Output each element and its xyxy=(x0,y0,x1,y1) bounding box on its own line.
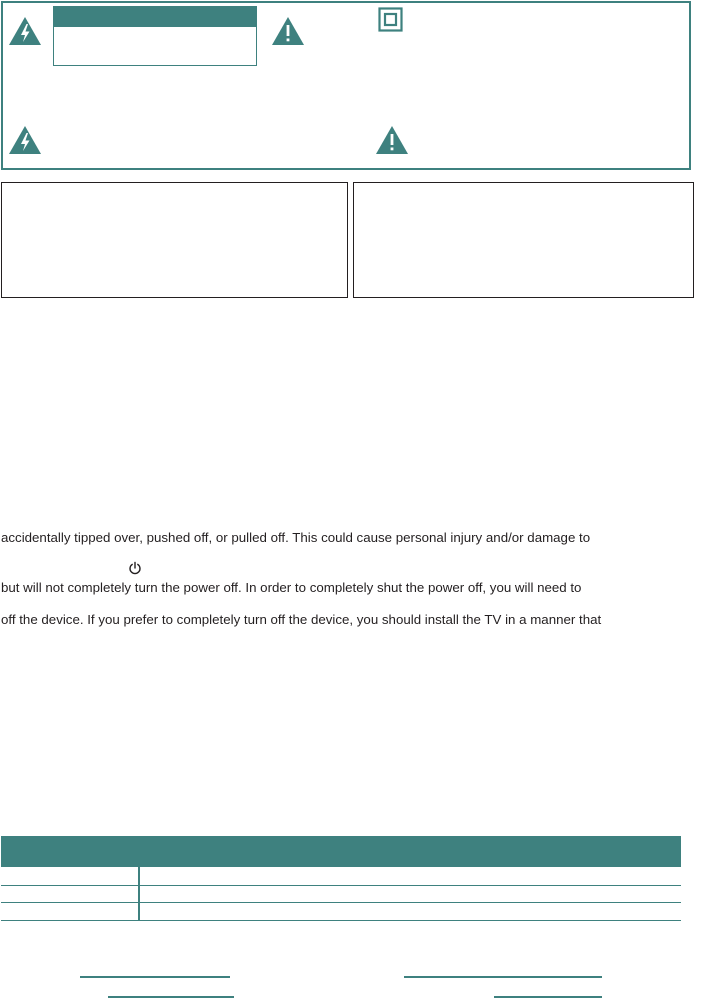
caution-label xyxy=(53,6,257,66)
warning-panel-right xyxy=(353,182,694,298)
caution-warning-icon xyxy=(271,16,305,46)
fill-in-line xyxy=(108,996,234,998)
body-text-line: accidentally tipped over, pushed off, or pulled off. This could cause personal injury and/or damage to xyxy=(1,530,591,545)
table-column-divider xyxy=(138,836,140,921)
electric-shock-warning-icon xyxy=(8,16,42,46)
power-icon xyxy=(128,561,142,575)
electric-shock-warning-icon xyxy=(8,125,42,155)
warning-panel-left xyxy=(1,182,348,298)
table-row xyxy=(1,920,681,921)
fill-in-line xyxy=(80,976,230,978)
double-insulation-icon xyxy=(378,7,403,32)
table-row xyxy=(1,885,681,886)
table-header-row xyxy=(1,836,681,867)
fill-in-line xyxy=(494,996,602,998)
body-text-line: but will not completely turn the power off. In order to completely shut the power off, you will need to xyxy=(1,580,582,595)
body-text-line: off the device. If you prefer to completely turn off the device, you should install the TV in a manner that xyxy=(1,612,602,627)
fill-in-line xyxy=(404,976,602,978)
table-row xyxy=(1,902,681,903)
caution-label-header xyxy=(54,7,256,27)
caution-warning-icon xyxy=(375,125,409,155)
